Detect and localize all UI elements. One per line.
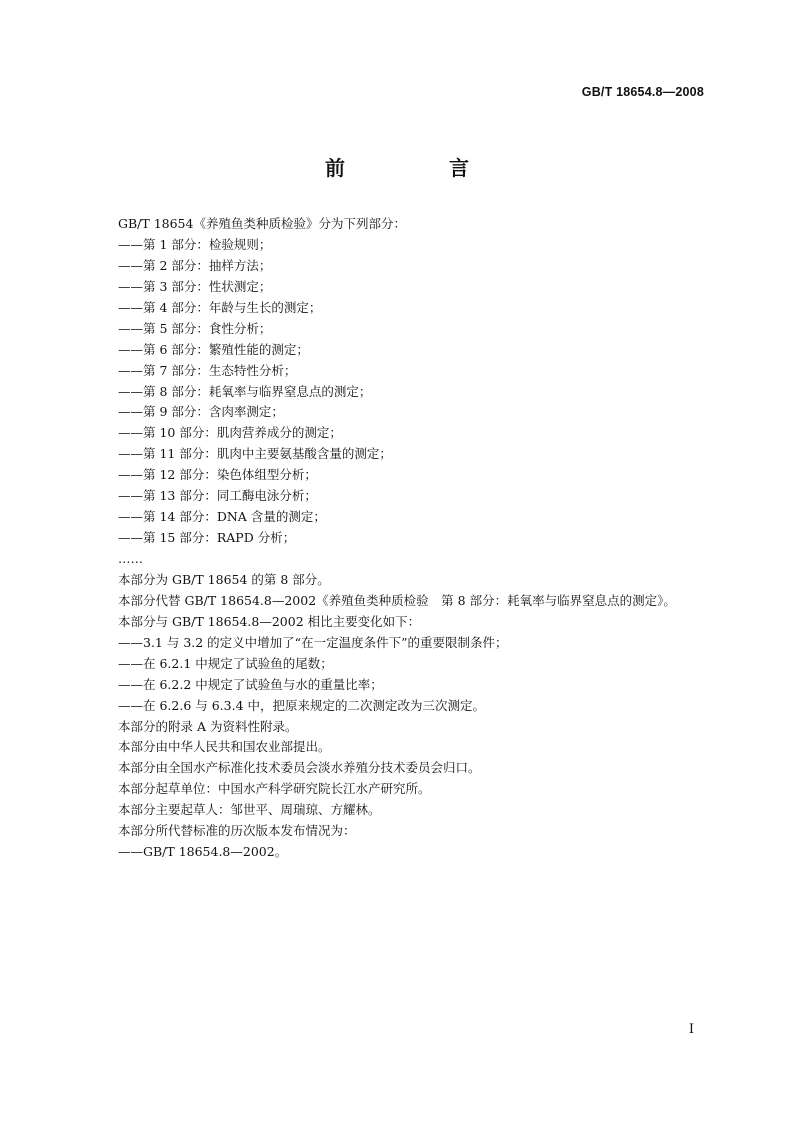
standard-code-header: GB/T 18654.8—2008	[581, 85, 704, 99]
part-list-item: ——第 13 部分：同工酶电泳分析；	[118, 488, 317, 504]
part-list-item: ——第 5 部分：食性分析；	[118, 320, 272, 336]
part-list-item: ——第 14 部分：DNA 含量的测定；	[118, 509, 326, 525]
text-line: 本部分与 GB/T 18654.8—2002 相比主要变化如下：	[118, 613, 421, 629]
part-list-item: ——第 7 部分：生态特性分析；	[118, 362, 297, 378]
part-list-item: ——第 10 部分：肌肉营养成分的测定；	[118, 425, 342, 441]
ellipsis: ……	[118, 551, 143, 566]
history-list-item: ——GB/T 18654.8—2002。	[118, 844, 288, 860]
page-number: I	[688, 1022, 694, 1037]
text-line: 本部分主要起草人：邹世平、周瑞琼、方耀林。	[118, 802, 381, 818]
part-list-item: ——第 4 部分：年龄与生长的测定；	[118, 299, 322, 315]
foreword-body	[118, 214, 718, 863]
text-line: 本部分由全国水产标准化技术委员会淡水养殖分技术委员会归口。	[118, 760, 481, 776]
page-title: 前 言	[325, 156, 511, 180]
text-line: 本部分的附录 A 为资料性附录。	[118, 718, 298, 734]
part-list-item: ——第 1 部分：检验规则；	[118, 236, 272, 252]
change-list-item: ——在 6.2.2 中规定了试验鱼与水的重量比率；	[118, 676, 383, 692]
text-line: 本部分代替 GB/T 18654.8—2002《养殖鱼类种质检验 第 8 部分：耗氧率与临界窒息点的测定》。	[118, 592, 676, 608]
part-list-item: ——第 12 部分：染色体组型分析；	[118, 467, 317, 483]
part-list-item: ——第 8 部分：耗氧率与临界窒息点的测定；	[118, 383, 372, 399]
part-list-item: ——第 9 部分：含肉率测定；	[118, 404, 284, 420]
change-list-item: ——在 6.2.6 与 6.3.4 中，把原来规定的二次测定改为三次测定。	[118, 697, 486, 713]
part-list-item: ——第 15 部分：RAPD 分析；	[118, 530, 296, 546]
change-list-item: ——在 6.2.1 中规定了试验鱼的尾数；	[118, 655, 333, 671]
text-line: GB/T 18654《养殖鱼类种质检验》分为下列部分：	[118, 216, 406, 231]
text-line: 本部分所代替标准的历次版本发布情况为：	[118, 823, 356, 839]
part-list-item: ——第 6 部分：繁殖性能的测定；	[118, 341, 309, 357]
text-line: 本部分起草单位：中国水产科学研究院长江水产研究所。	[118, 781, 431, 797]
part-list-item: ——第 11 部分：肌肉中主要氨基酸含量的测定；	[118, 446, 392, 462]
change-list-item: ——3.1 与 3.2 的定义中增加了“在一定温度条件下”的重要限制条件；	[118, 634, 508, 650]
text-line: 本部分由中华人民共和国农业部提出。	[118, 739, 331, 755]
part-list-item: ——第 2 部分：抽样方法；	[118, 257, 272, 273]
text-line: 本部分为 GB/T 18654 的第 8 部分。	[118, 571, 330, 587]
part-list-item: ——第 3 部分：性状测定；	[118, 278, 272, 294]
